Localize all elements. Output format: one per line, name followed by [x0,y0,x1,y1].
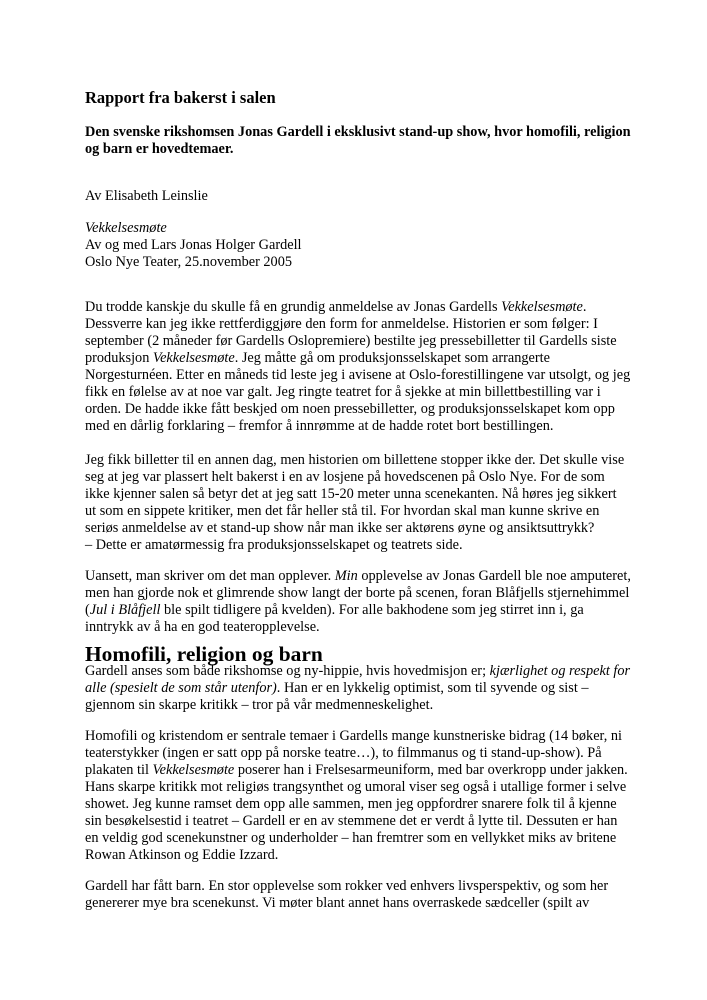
paragraph-gardell-mission [85,663,631,714]
text-segment: Vekkelsesmøte [501,299,583,315]
text-segment: Gardell anses som både rikshomse og ny-hippie, hvis hovedmisjon er; [85,663,490,679]
paragraph-themes [85,728,631,864]
production-info [85,220,631,271]
text-segment: ble spilt tidligere på kvelden). For alle bakhodene som jeg stirret inn i, ga inntrykk av å ha en god teateropplevelse. [85,602,584,635]
text-segment: Vekkelsesmøte [152,762,235,778]
paragraph-children [85,878,631,912]
paragraph-tickets-story [85,299,631,435]
production-credit: Av og med Lars Jonas Holger Gardell [85,237,302,253]
production-title: Vekkelsesmøte [85,220,167,236]
text-segment: . Jeg måtte gå om produksjonsselskapet som arrangerte Norgesturnéen. Etter en måneds tid leste jeg i avisene at Oslo-forestillingene var utsolgt, og jeg fikk en følelse av at noe var galt. Jeg ringte teatret for å sjekke at min billettbestilling var i orden. De hadde ikke fått beskjed om noen pressebilletter, og produksjonsselskapet kom opp med en dårlig forklaring – fremfor å innrømme at de hadde rotet bort bestillingen. [85,350,631,434]
text-segment: Vekkelsesmøte [152,350,235,366]
text-segment: Min [334,568,358,584]
paragraph-seating-complaint [85,452,631,554]
text-segment: – Dette er amatørmessig fra produksjonsselskapet og teatrets side. [85,537,463,553]
paragraph-experience [85,568,631,636]
text-segment: Jul i Blåfjell [89,602,161,618]
production-venue-date: Oslo Nye Teater, 25.november 2005 [85,254,293,270]
text-segment: . Han er en lykkelig optimist, som til syvende og sist – gjennom sin skarpe kritikk – tror på vår medmenneskelighet. [85,680,589,713]
text-segment: kjærlighet og respekt for alle (spesielt de som står utenfor) [85,663,631,696]
text-segment: Uansett, man skriver om det man opplever. [85,568,335,584]
text-segment: Gardell har fått barn. En stor opplevelse som rokker ved enhvers livsperspektiv, og som her genererer mye bra scenekunst. Vi møter blant annet hans overraskede sædceller (spilt av [85,878,609,911]
text-segment: poserer han i Frelsesarmeuniform, med bar overkropp under jakken. Hans skarpe kritikk mot religiøs trangsynthet og umoral viser seg også i utallige former i selve showet. Jeg kunne ramset dem opp alle sammen, men jeg oppfordrer snarere folk til å kjenne sin besøkelsestid i teatret – Gardell er en av stemmene det er verdt å lytte til. Dessuten er han en veldig god scenekunstner og underholder – han fremtrer som en vellykket miks av britene Rowan Atkinson og Eddie Izzard. [85,762,628,863]
section-heading-homofili: Homofili, religion og barn [85,642,323,666]
text-segment: Jeg fikk billetter til en annen dag, men historien om billettene stopper ikke der. Det skulle vise seg at jeg var plassert helt bakerst i en av losjene på hovedscenen på Oslo Nye. For de som ikke kjenner salen så betyr det at jeg satt 15-20 meter unna scenekanten. Nå høres jeg sikkert ut som en sippete kritiker, men det får heller stå til. For hvordan skal man kunne skrive en seriøs anmeldelse av et stand-up show når man ikke ser aktørens øyne og ansiktsuttrykk? [85,452,625,536]
byline: Av Elisabeth Leinslie [85,188,208,204]
text-segment: . Dessverre kan jeg ikke rettferdiggjøre den form for anmeldelse. Historien er som følger: I september (2 måneder før Gardells Oslopremiere) bestilte jeg pressebilletter til Gardells siste produksjon [85,299,617,366]
document-title: Rapport fra bakerst i salen [85,88,276,107]
text-segment: Homofili og kristendom er sentrale temaer i Gardells mange kunstneriske bidrag (14 bøker, ni teaterstykker (ingen er satt opp på norske teatre…), to filmmanus og ti stand-up-show). På plakaten til [85,728,622,778]
text-segment: Du trodde kanskje du skulle få en grundig anmeldelse av Jonas Gardells [85,299,502,315]
text-segment: opplevelse av Jonas Gardell ble noe amputeret, men han gjorde nok et glimrende show langt der borte på scenen, foran Blåfjells stjernehimmel ( [85,568,631,618]
lead-paragraph: Den svenske rikshomsen Jonas Gardell i eksklusivt stand-up show, hvor homofili, religion og barn er hovedtemaer. [85,124,631,157]
